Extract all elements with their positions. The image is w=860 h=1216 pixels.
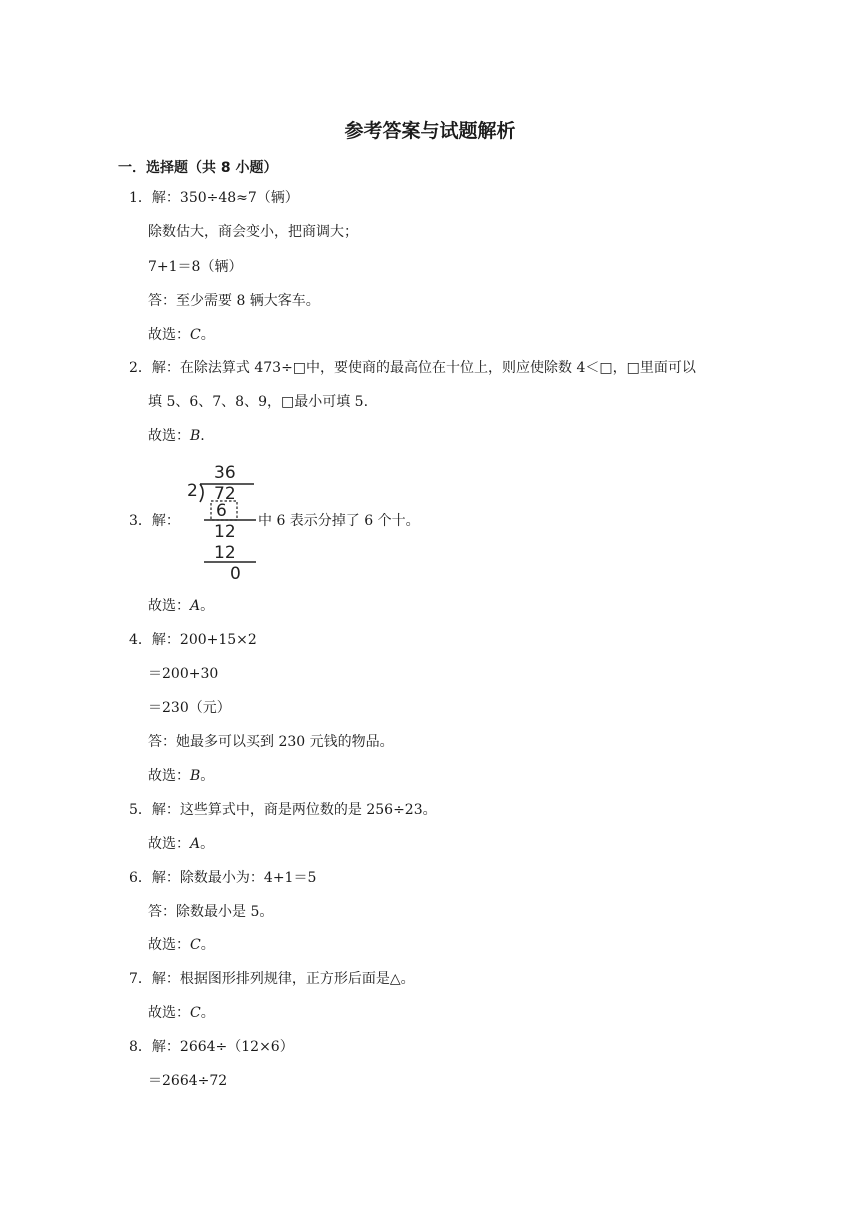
q3-suffix: 中 6 表示分掉了 6 个十。 [258,513,420,529]
q4-line-4: 答：她最多可以买到 230 元钱的物品。 [148,734,394,750]
q4-answer: 故选：B。 [148,768,215,784]
q4-line-3: ＝230（元） [148,700,231,716]
q7-answer: 故选：C。 [148,1005,215,1021]
division-divisor: 2 [187,481,198,501]
q8-line-1: 8．解：2664÷（12×6） [129,1039,294,1055]
q2-line-2: 填 5、6、7、8、9，□最小可填 5. [148,394,369,410]
division-dividend: 72 [214,484,236,504]
q7-line-1: 7．解：根据图形排列规律，正方形后面是△。 [129,971,415,987]
q4-line-1: 4．解：200+15×2 [129,632,257,648]
q1-line-4: 答：至少需要 8 辆大客车。 [148,293,320,309]
q8-line-2: ＝2664÷72 [148,1073,228,1089]
division-step-2: 12 [214,522,236,542]
q6-answer: 故选：C。 [148,937,215,953]
division-bracket [200,484,203,502]
q1-line-2: 除数估大，商会变小，把商调大； [148,224,358,240]
long-division-figure [178,458,262,584]
q5-answer: 故选：A。 [148,836,215,852]
division-step-3: 12 [214,543,236,563]
q6-line-1: 6．解：除数最小为：4+1＝5 [129,870,317,886]
division-quotient: 36 [214,463,236,483]
q3-prefix: 3．解： [129,513,180,529]
q3-answer: 故选：A。 [148,598,215,614]
q5-line-1: 5．解：这些算式中，商是两位数的是 256÷23。 [129,802,437,818]
q1-line-1: 1．解：350÷48≈7（辆） [129,190,299,206]
section-heading: 一．选择题（共 8 小题） [118,160,278,176]
q4-line-2: ＝200+30 [148,666,219,682]
q2-answer: 故选：B. [148,428,205,444]
q2-line-1: 2．解：在除法算式 473÷□中，要使商的最高位在十位上，则应使除数 4＜□，□里面可以 [129,360,696,376]
q1-answer: 故选：C。 [148,327,215,343]
division-step-1: 6 [216,501,227,521]
division-remainder: 0 [230,564,241,584]
q6-line-2: 答：除数最小是 5。 [148,904,274,920]
q1-line-3: 7+1＝8（辆） [148,259,243,275]
page-title: 参考答案与试题解析 [344,120,516,142]
